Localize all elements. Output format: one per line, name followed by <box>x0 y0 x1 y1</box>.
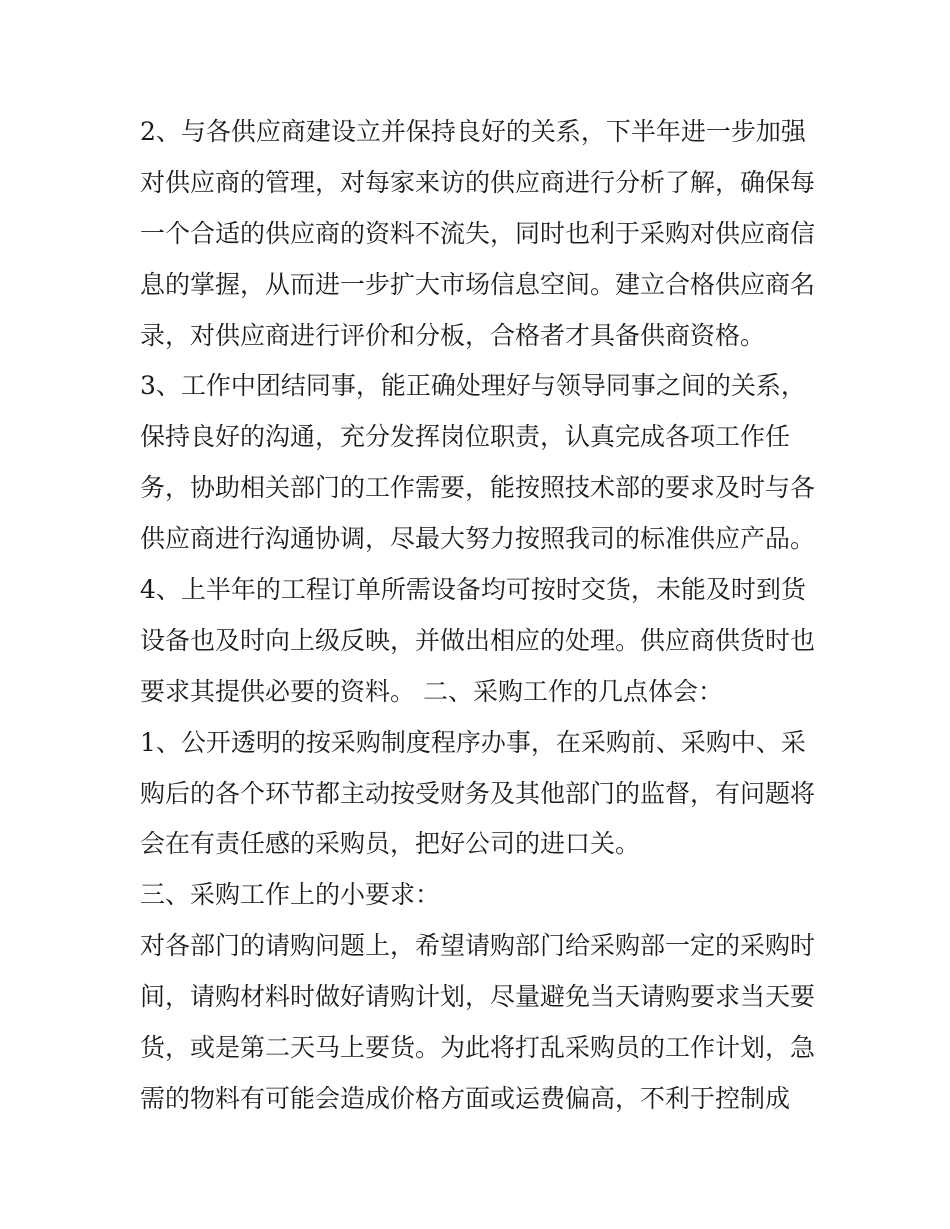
text-line: 购后的各个环节都主动按受财务及其他部门的监督，有问题将 <box>140 778 816 808</box>
text-line: 3、工作中团结同事，能正确处理好与领导同事之间的关系， <box>140 371 806 401</box>
text-line: 间，请购材料时做好请购计划，尽量避免当天请购要求当天要 <box>140 982 816 1012</box>
text-line: 要求其提供必要的资料。 二、采购工作的几点体会： <box>140 676 723 706</box>
text-line: 2、与各供应商建设立并保持良好的关系，下半年进一步加强 <box>140 117 806 146</box>
text-line: 录，对供应商进行评价和分板，合格者才具备供商资格。 <box>140 320 766 350</box>
text-line: 货，或是第二天马上要货。为此将打乱采购员的工作计划，急 <box>140 1033 816 1063</box>
text-line: 息的掌握，从而进一步扩大市场信息空间。建立合格供应商名 <box>140 269 816 299</box>
document-body <box>140 107 820 1125</box>
text-line: 三、采购工作上的小要求： <box>140 880 441 910</box>
text-line: 供应商进行沟通协调，尽最大努力按照我司的标准供应产品。 <box>140 524 816 554</box>
text-line: 需的物料有可能会造成价格方面或运费偏高，不利于控制成 <box>140 1083 791 1113</box>
text-line: 保持良好的沟通，充分发挥岗位职责，认真完成各项工作任 <box>140 422 791 452</box>
text-line: 对供应商的管理，对每家来访的供应商进行分析了解，确保每 <box>140 167 816 197</box>
text-line: 一个合适的供应商的资料不流失，同时也利于采购对供应商信 <box>140 218 816 248</box>
text-line: 对各部门的请购问题上，希望请购部门给采购部一定的采购时 <box>140 931 816 961</box>
text-line: 1、公开透明的按采购制度程序办事，在采购前、采购中、采 <box>140 727 806 757</box>
text-line: 设备也及时向上级反映，并做出相应的处理。供应商供货时也 <box>140 625 816 655</box>
text-line: 务，协助相关部门的工作需要，能按照技术部的要求及时与各 <box>140 473 816 503</box>
text-line: 4、上半年的工程订单所需设备均可按时交货，未能及时到货 <box>140 575 806 605</box>
text-line: 会在有责任感的采购员，把好公司的进口关。 <box>140 829 641 859</box>
